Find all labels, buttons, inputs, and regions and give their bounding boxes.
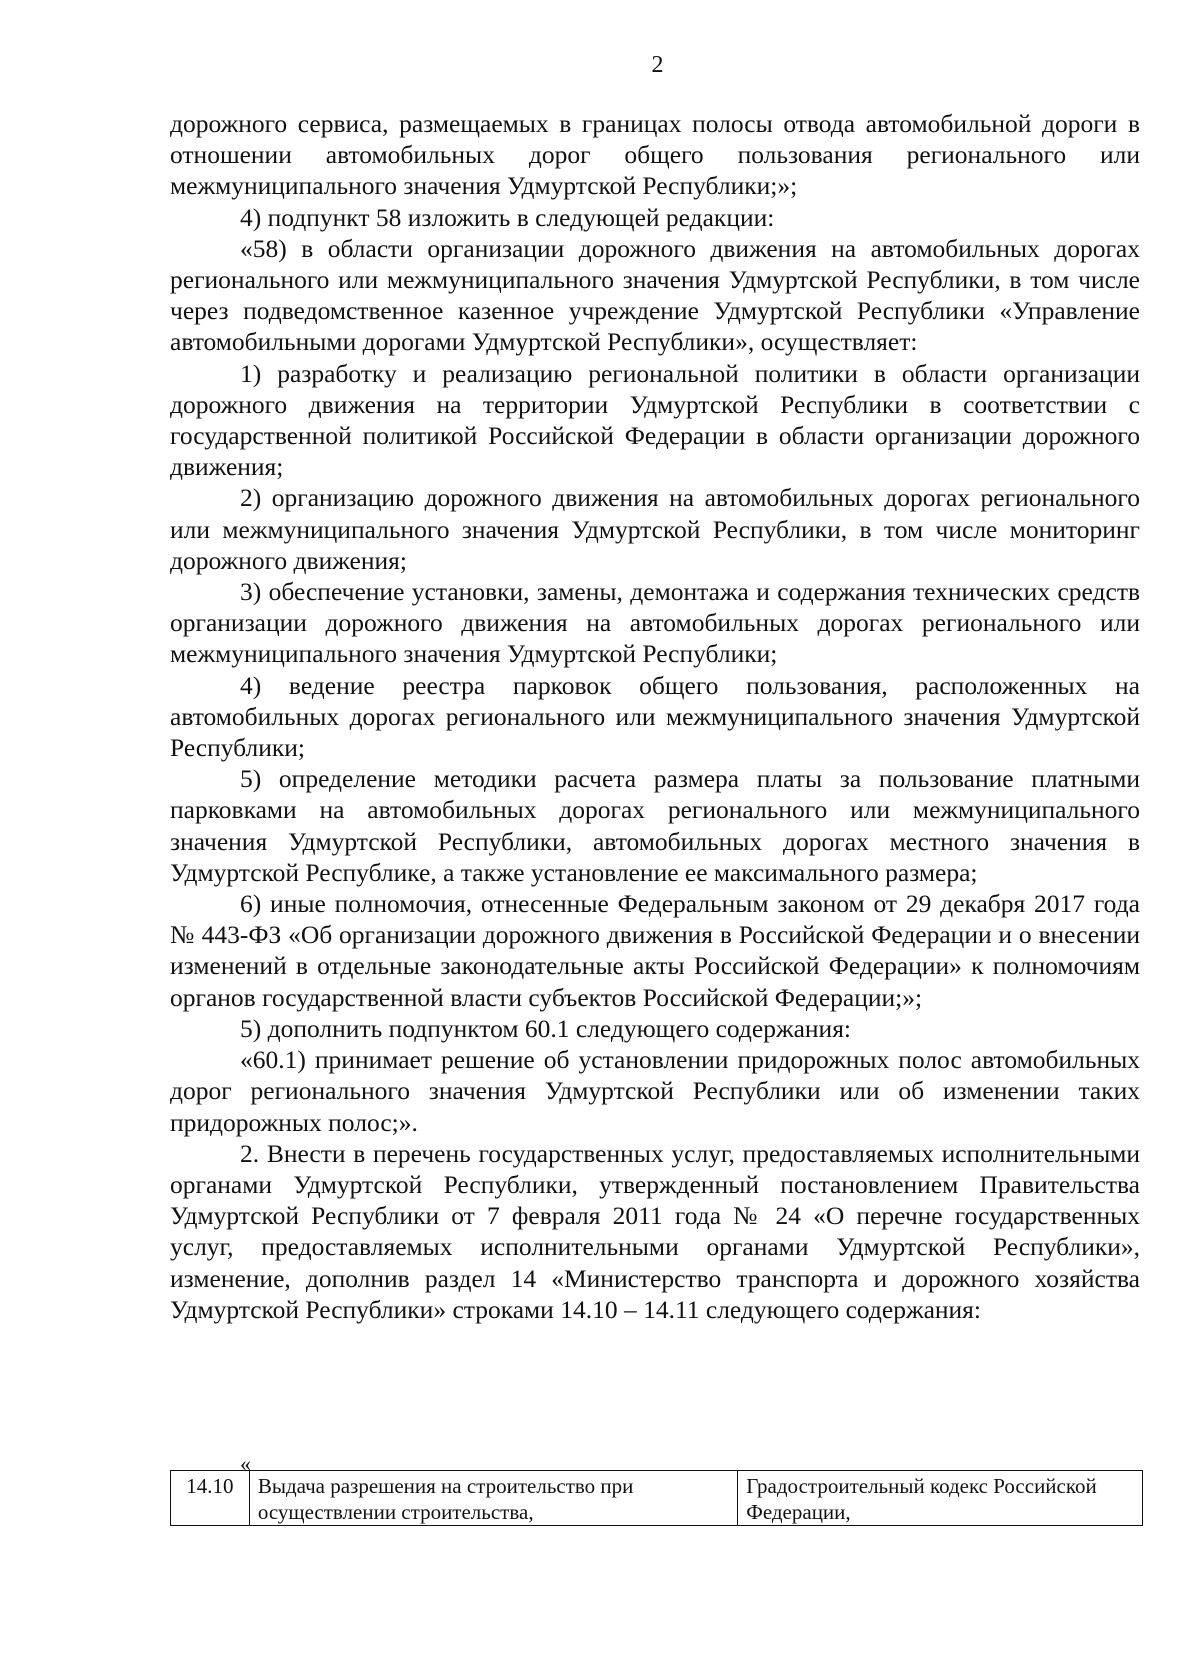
paragraph: 4) ведение реестра парковок общего пользования, расположенных на автомобильных дорогах регионального или межмуниципального значения Удмуртской Республики; (170, 670, 1140, 763)
paragraph: 4) подпункт 58 изложить в следующей редакции: (240, 202, 775, 232)
document-body (170, 108, 1140, 1325)
table-open-quote: « (240, 1451, 251, 1476)
paragraph: 3) обеспечение установки, замены, демонтажа и содержания технических средств организации дорожного движения на автомобильных дорогах регионального или межмуниципального значения Удмуртской Республики; (170, 577, 1140, 669)
paragraph: «58) в области организации дорожного движения на автомобильных дорогах регионального или межмуниципального значения Удмуртской Республики, в том числе через подведомственное казенное учреждение Удмуртской Республики «Управление автомобильными дорогами Удмуртской Республики», осуществляет: (170, 233, 1140, 357)
paragraph: 2) организацию дорожного движения на автомобильных дорогах регионального или межмуниципального значения Удмуртской Республики, в том числе мониторинг дорожного движения; (170, 483, 1140, 575)
table-row (171, 1471, 1143, 1526)
page-number: 2 (651, 52, 664, 78)
paragraph: дорожного сервиса, размещаемых в границах полосы отвода автомобильной дороги в отношении автомобильных дорог общего пользования регионального или межмуниципального значения Удмуртской Республики;»; (170, 109, 1140, 201)
legal-basis-cell: Градостроительный кодекс Российской Федерации, (738, 1471, 1143, 1526)
paragraph: 2. Внести в перечень государственных услуг, предоставляемых исполнительными органами Удмуртской Республики, утвержденный постановлением Правительства Удмуртской Республики от 7 февраля 2011 года № 24 «О перечне государственных услуг, предоставляемых исполнительными органами Удмуртской Республики», изменение, дополнив раздел 14 «Министерство транспорта и дорожного хозяйства Удмуртской Республики» строками 14.10 – 14.11 следующего содержания: (170, 1138, 1140, 1324)
paragraph: 6) иные полномочия, отнесенные Федеральным законом от 29 декабря 2017 года № 443-ФЗ «Об организации дорожного движения в Российской Федерации и о внесении изменений в отдельные законодательные акты Российской Федерации» к полномочиям органов государственной власти субъектов Российской Федерации;»; (170, 889, 1140, 1012)
services-table (170, 1470, 1143, 1526)
paragraph: 5) дополнить подпунктом 60.1 следующего содержания: (240, 1013, 852, 1043)
paragraph: 5) определение методики расчета размера платы за пользование платными парковками на автомобильных дорогах регионального или межмуниципального значения Удмуртской Республики, автомобильных дорогах местного значения в Удмуртской Республике, а также установление ее максимального размера; (170, 764, 1140, 887)
service-name-cell: Выдача разрешения на строительство при осуществлении строительства, (249, 1471, 737, 1526)
paragraph: «60.1) принимает решение об установлении придорожных полос автомобильных дорог регионального значения Удмуртской Республики или об изменении таких придорожных полос;». (170, 1045, 1140, 1137)
paragraph: 1) разработку и реализацию региональной политики в области организации дорожного движения на территории Удмуртской Республики в соответствии с государственной политикой Российской Федерации в области организации дорожного движения; (170, 358, 1140, 482)
row-number-cell: 14.10 (171, 1471, 250, 1526)
